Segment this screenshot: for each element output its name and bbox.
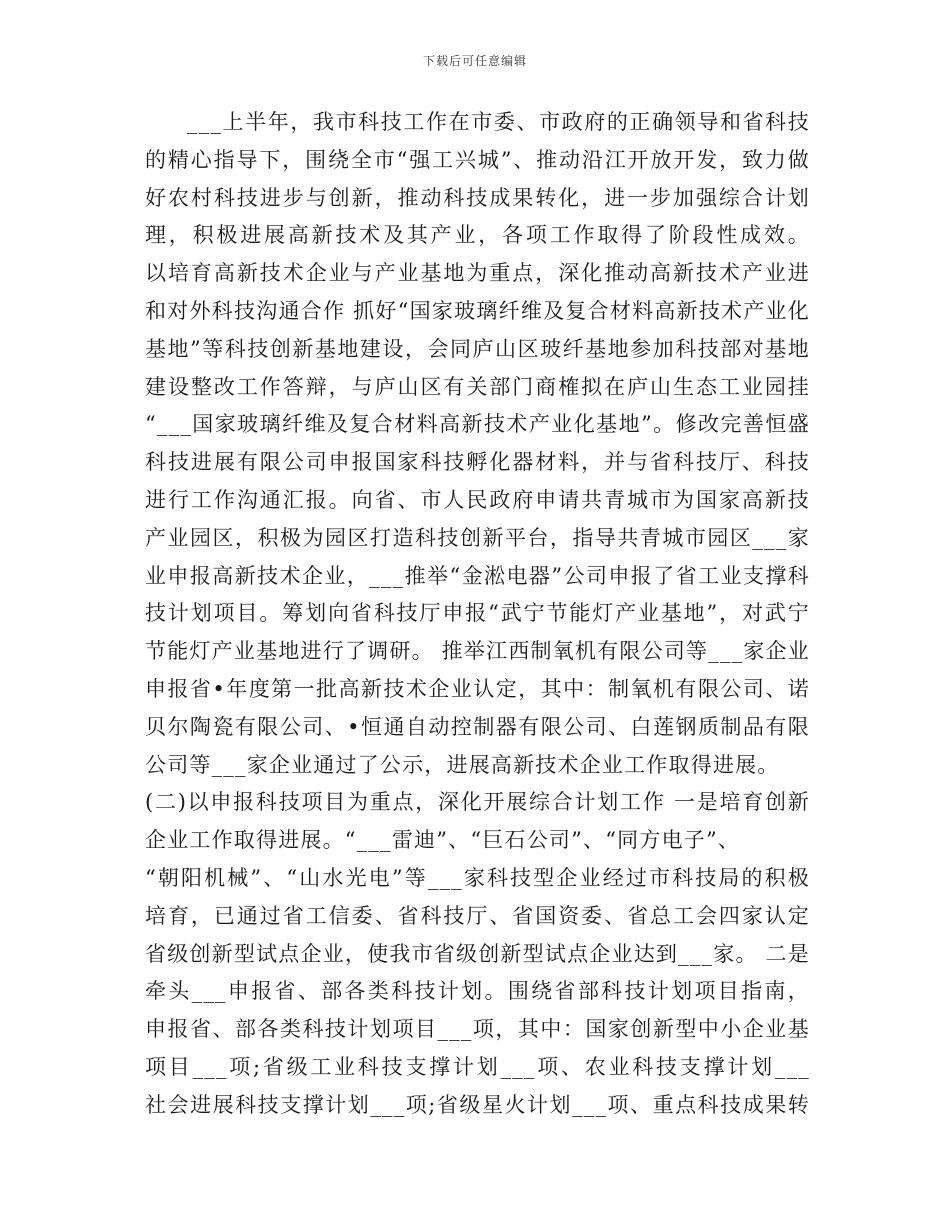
text-line-16: 申报省•年度第一批高新技术企业认定，其中：制氧机有限公司、诺 — [145, 676, 810, 701]
text-line-7: 基地”等科技创新基地建设，会同庐山区玻纤基地参加科技部对基地 — [145, 336, 810, 361]
text-line-21: “朝阳机械”、“山水光电”等___家科技型企业经过市科技局的积极 — [145, 865, 810, 890]
text-line-25: 申报省、部各类科技计划项目___项，其中：国家创新型中小企业基 — [145, 1017, 810, 1042]
text-line-6: 和对外科技沟通合作 抓好“国家玻璃纤维及复合材料高新技术产业化 — [145, 298, 810, 323]
text-line-14: 技计划项目。筹划向省科技厅申报“武宁节能灯产业基地”，对武宁 — [145, 601, 810, 626]
text-line-23: 省级创新型试点企业，使我市省级创新型试点企业达到___家。 二是 — [145, 941, 810, 966]
text-line-11: 进行工作沟通汇报。向省、市人民政府申请共青城市为国家高新技 — [145, 487, 810, 512]
text-line-9: “___国家玻璃纤维及复合材料高新技术产业化基地”。修改完善恒盛 — [145, 412, 810, 437]
text-line-19: (二)以申报科技项目为重点，深化开展综合计划工作 一是培育创新 — [145, 790, 810, 815]
text-line-27: 社会进展科技支撑计划___项;省级星火计划___项、重点科技成果转 — [145, 1092, 810, 1117]
text-line-5: 以培育高新技术企业与产业基地为重点，深化推动高新技术产业进 — [145, 261, 810, 286]
text-line-22: 培育，已通过省工信委、省科技厅、省国资委、省总工会四家认定 — [145, 903, 810, 928]
text-line-13: 业申报高新技术企业，___推举“金淞电器”公司申报了省工业支撑科 — [145, 563, 810, 588]
text-line-10: 科技进展有限公司申报国家科技孵化器材料，并与省科技厅、科技 — [145, 450, 810, 475]
text-line-3: 好农村科技进步与创新，推动科技成果转化，进一步加强综合计划 — [145, 185, 810, 210]
text-line-24: 牵头___申报省、部各类科技计划。围绕省部科技计划项目指南， — [145, 979, 810, 1004]
text-line-8: 建设整改工作答辩，与庐山区有关部门商榷拟在庐山生态工业园挂 — [145, 374, 810, 399]
document-body — [145, 104, 810, 1125]
text-line-1: ___上半年，我市科技工作在市委、市政府的正确领导和省科技 — [187, 110, 810, 134]
text-line-2: 的精心指导下，围绕全市“强工兴城”、推动沿江开放开发，致力做 — [145, 147, 810, 172]
text-line-20: 企业工作取得进展。“___雷迪”、“巨石公司”、“同方电子”、 — [145, 828, 741, 853]
page-header-note: 下载后可任意编辑 — [422, 54, 527, 68]
text-line-17: 贝尔陶瓷有限公司、•恒通自动控制器有限公司、白莲钢质制品有限 — [145, 714, 810, 739]
text-line-18: 公司等___家企业通过了公示，进展高新技术企业工作取得进展。 — [145, 752, 780, 777]
text-line-26: 项目___项;省级工业科技支撑计划___项、农业科技支撑计划___ — [145, 1054, 810, 1079]
text-line-4: 理，积极进展高新技术及其产业，各项工作取得了阶段性成效。 — [145, 223, 810, 248]
text-line-15: 节能灯产业基地进行了调研。 推举江西制氧机有限公司等___家企业 — [145, 639, 810, 664]
text-line-12: 产业园区，积极为园区打造科技创新平台，指导共青城市园区___家 — [145, 525, 810, 550]
